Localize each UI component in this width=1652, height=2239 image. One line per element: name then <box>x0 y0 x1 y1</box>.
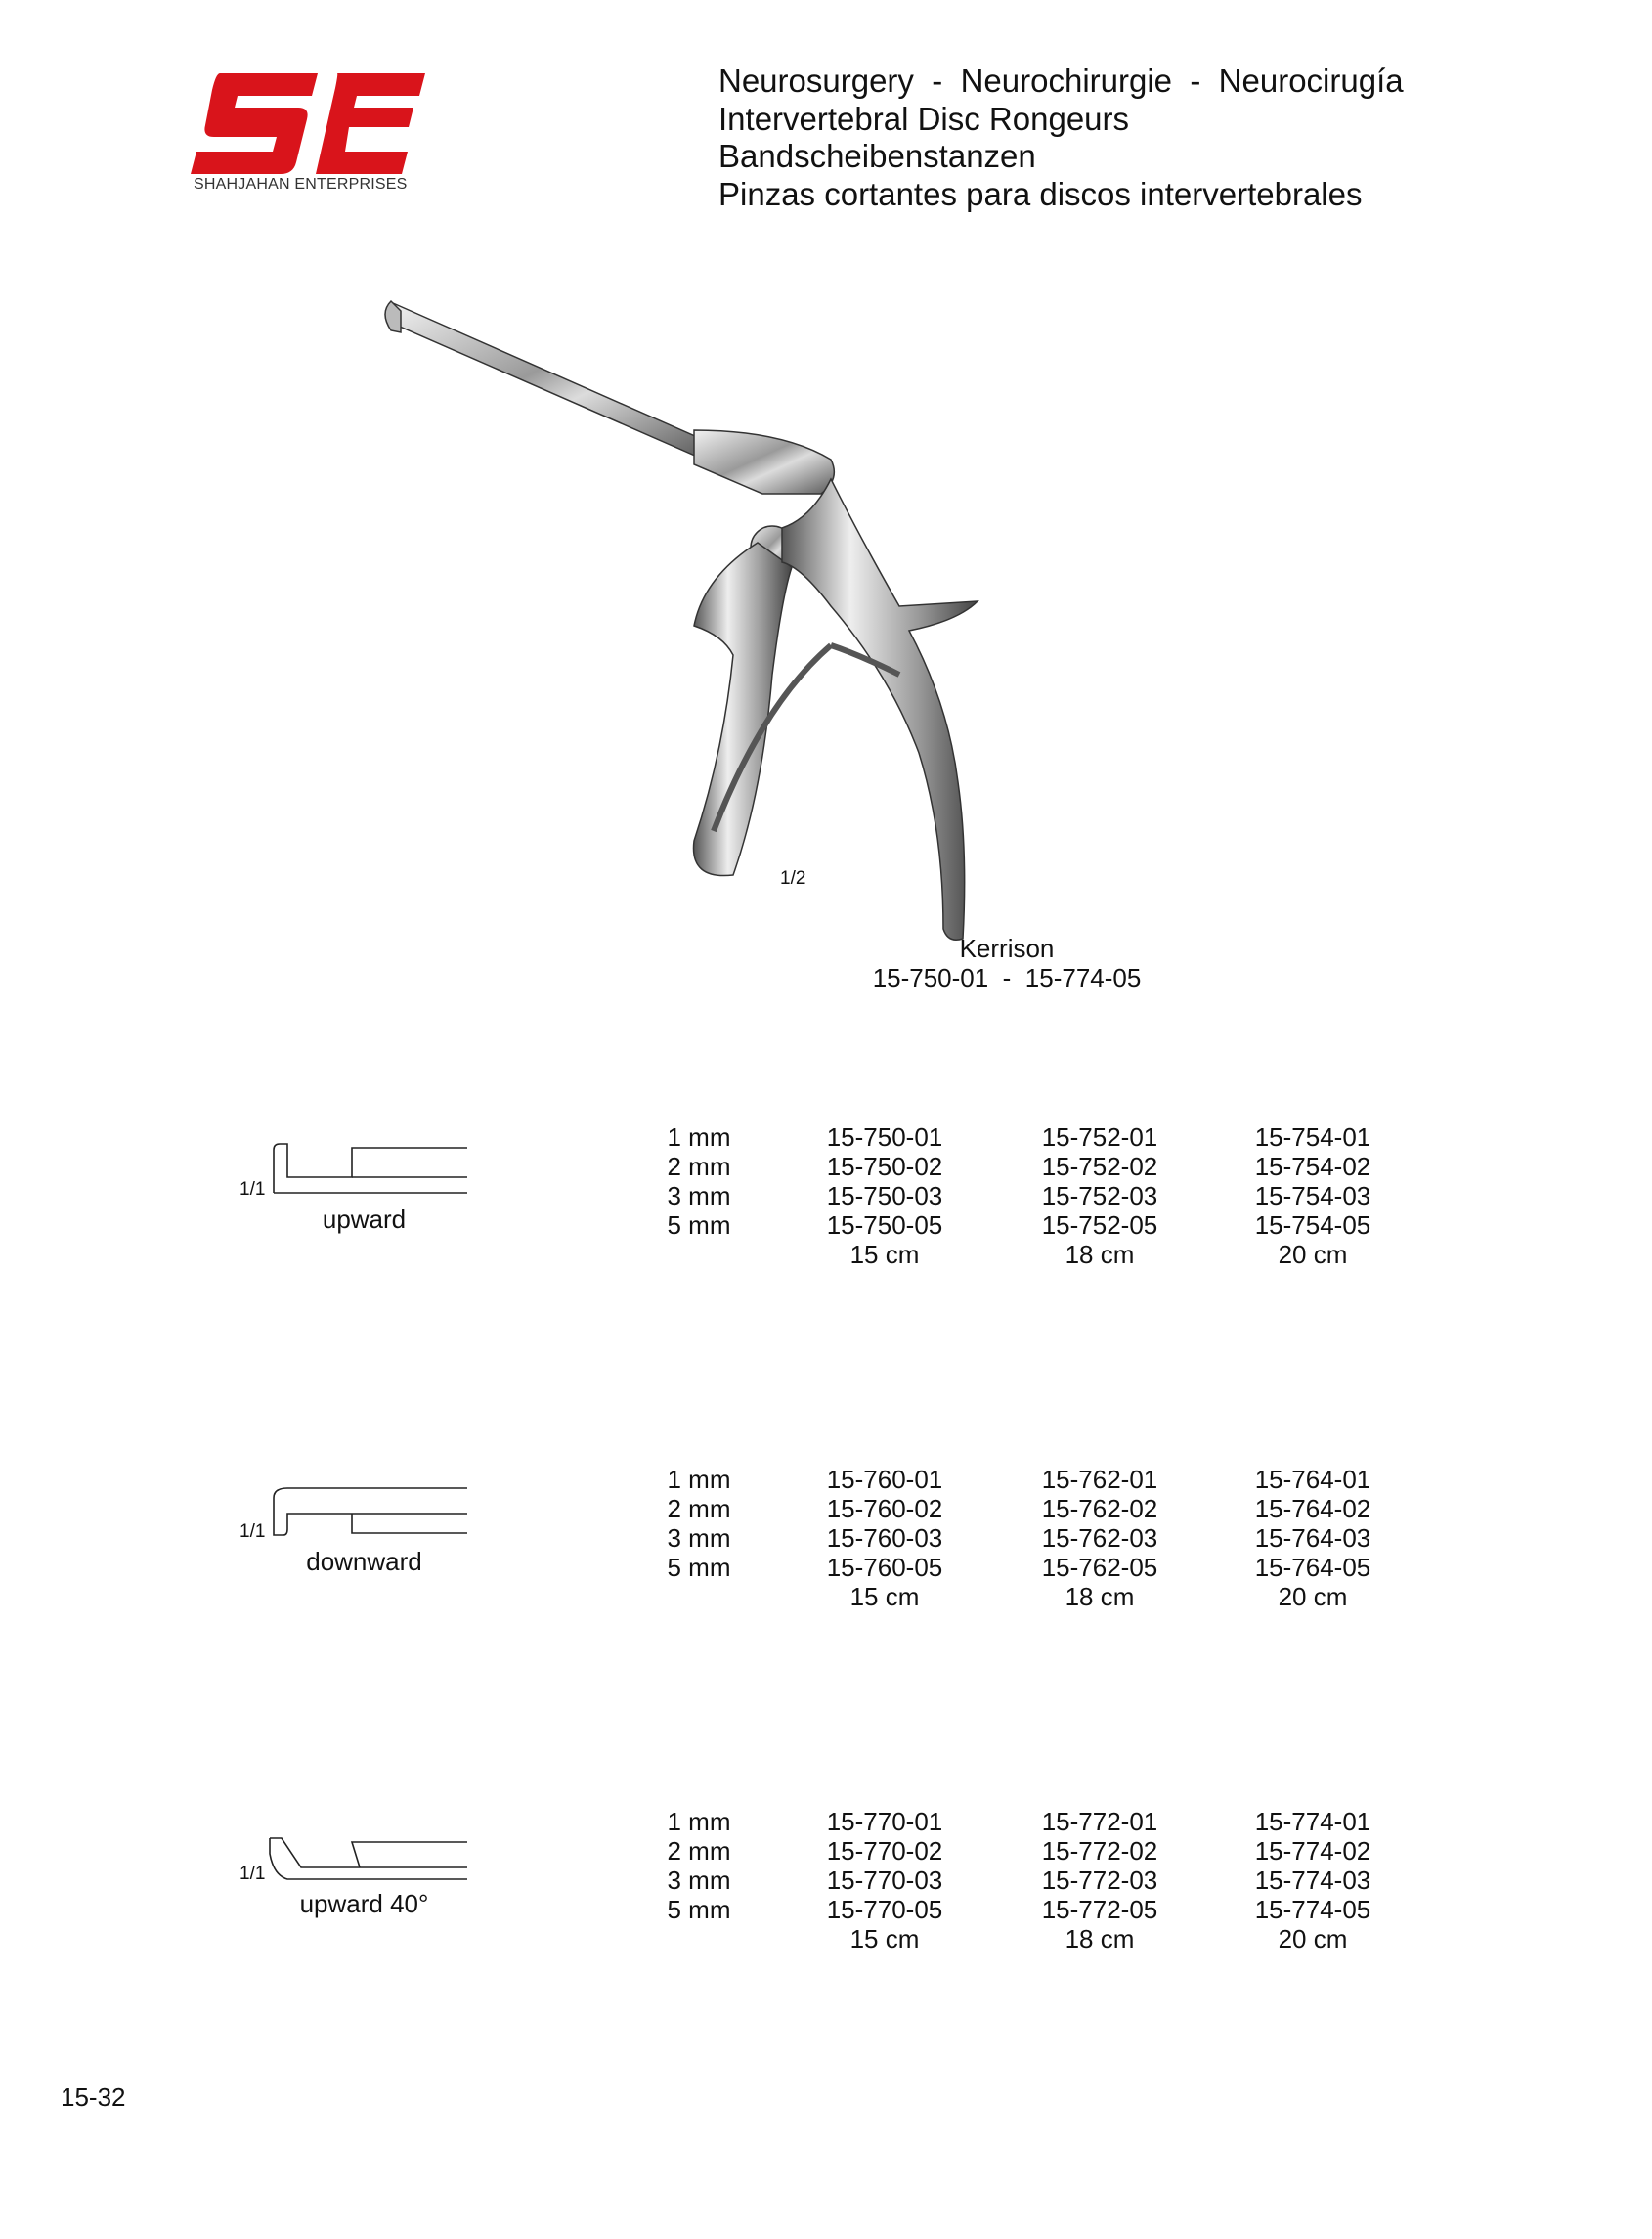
code-column <box>1026 1465 1173 1611</box>
product-code: 15-752-03 <box>1041 1181 1158 1210</box>
product-code: 15-752-01 <box>1041 1122 1158 1152</box>
tip-upward-40-icon <box>262 1826 487 1897</box>
product-code: 15-772-01 <box>1041 1807 1158 1836</box>
size-value: 2 mm <box>667 1836 731 1866</box>
page-header <box>718 63 1404 213</box>
product-code: 15-754-03 <box>1254 1181 1371 1210</box>
product-code: 15-764-03 <box>1254 1523 1371 1553</box>
tip-scale: 1/1 <box>239 1179 266 1200</box>
length-value: 20 cm <box>1278 1924 1348 1954</box>
kerrison-rongeur-illustration <box>371 284 1251 958</box>
code-column <box>1026 1807 1173 1954</box>
product-code: 15-770-02 <box>826 1836 943 1866</box>
product-code: 15-760-03 <box>826 1523 943 1553</box>
tip-label: downward <box>306 1547 422 1576</box>
length-value: 15 cm <box>849 1582 920 1611</box>
length-value: 18 cm <box>1065 1924 1135 1954</box>
product-caption <box>860 934 1153 992</box>
product-code: 15-762-02 <box>1041 1494 1158 1523</box>
size-value: 5 mm <box>667 1895 731 1924</box>
product-name: Kerrison <box>959 934 1055 963</box>
product-code: 15-760-02 <box>826 1494 943 1523</box>
tip-label: upward <box>322 1205 407 1234</box>
code-column <box>1239 1465 1386 1611</box>
size-value: 5 mm <box>667 1553 731 1582</box>
product-range: 15-750-01 - 15-774-05 <box>872 963 1142 992</box>
product-code: 15-774-03 <box>1254 1866 1371 1895</box>
product-code: 15-764-05 <box>1254 1553 1371 1582</box>
product-code: 15-772-02 <box>1041 1836 1158 1866</box>
size-value: 1 mm <box>667 1465 731 1494</box>
product-code: 15-754-01 <box>1254 1122 1371 1152</box>
product-code: 15-760-05 <box>826 1553 943 1582</box>
product-code: 15-764-02 <box>1254 1494 1371 1523</box>
product-code: 15-770-03 <box>826 1866 943 1895</box>
length-value: 15 cm <box>849 1240 920 1269</box>
length-value: 15 cm <box>849 1924 920 1954</box>
product-code: 15-774-02 <box>1254 1836 1371 1866</box>
product-code: 15-772-05 <box>1041 1895 1158 1924</box>
product-code: 15-762-05 <box>1041 1553 1158 1582</box>
tip-downward-icon <box>262 1484 487 1555</box>
product-code: 15-754-02 <box>1254 1152 1371 1181</box>
company-name: SHAHJAHAN ENTERPRISES <box>194 176 408 193</box>
size-value: 3 mm <box>667 1523 731 1553</box>
product-code: 15-774-01 <box>1254 1807 1371 1836</box>
code-column <box>811 1807 958 1954</box>
code-column <box>1026 1122 1173 1269</box>
tip-scale: 1/1 <box>239 1521 266 1542</box>
size-value: 3 mm <box>667 1866 731 1895</box>
product-code: 15-770-05 <box>826 1895 943 1924</box>
size-value: 5 mm <box>667 1210 731 1240</box>
code-column <box>1239 1807 1386 1954</box>
product-code: 15-774-05 <box>1254 1895 1371 1924</box>
product-code: 15-760-01 <box>826 1465 943 1494</box>
header-line-3: Bandscheibenstanzen <box>718 138 1036 174</box>
code-column <box>811 1465 958 1611</box>
product-code: 15-772-03 <box>1041 1866 1158 1895</box>
size-column <box>650 1122 748 1240</box>
product-code: 15-750-02 <box>826 1152 943 1181</box>
header-line-2: Intervertebral Disc Rongeurs <box>718 100 1130 137</box>
page-number: 15-32 <box>61 2083 126 2112</box>
product-code: 15-752-05 <box>1041 1210 1158 1240</box>
product-code: 15-762-03 <box>1041 1523 1158 1553</box>
product-code: 15-764-01 <box>1254 1465 1371 1494</box>
size-value: 3 mm <box>667 1181 731 1210</box>
tip-upward-icon <box>262 1142 487 1212</box>
illustration-scale: 1/2 <box>780 868 806 889</box>
length-value: 20 cm <box>1278 1582 1348 1611</box>
length-value: 18 cm <box>1065 1240 1135 1269</box>
tip-scale: 1/1 <box>239 1864 266 1884</box>
size-value: 1 mm <box>667 1807 731 1836</box>
header-line-1: Neurosurgery - Neurochirurgie - Neurocirugía <box>718 63 1404 99</box>
tip-label: upward 40° <box>299 1889 429 1918</box>
product-code: 15-750-05 <box>826 1210 943 1240</box>
size-column <box>650 1807 748 1924</box>
code-column <box>1239 1122 1386 1269</box>
product-code: 15-750-03 <box>826 1181 943 1210</box>
size-value: 2 mm <box>667 1152 731 1181</box>
header-line-4: Pinzas cortantes para discos intervertebrales <box>718 175 1363 212</box>
size-column <box>650 1465 748 1582</box>
code-column <box>811 1122 958 1269</box>
length-value: 18 cm <box>1065 1582 1135 1611</box>
product-code: 15-752-02 <box>1041 1152 1158 1181</box>
length-value: 20 cm <box>1278 1240 1348 1269</box>
product-code: 15-750-01 <box>826 1122 943 1152</box>
size-value: 1 mm <box>667 1122 731 1152</box>
product-code: 15-770-01 <box>826 1807 943 1836</box>
product-code: 15-754-05 <box>1254 1210 1371 1240</box>
product-code: 15-762-01 <box>1041 1465 1158 1494</box>
size-value: 2 mm <box>667 1494 731 1523</box>
